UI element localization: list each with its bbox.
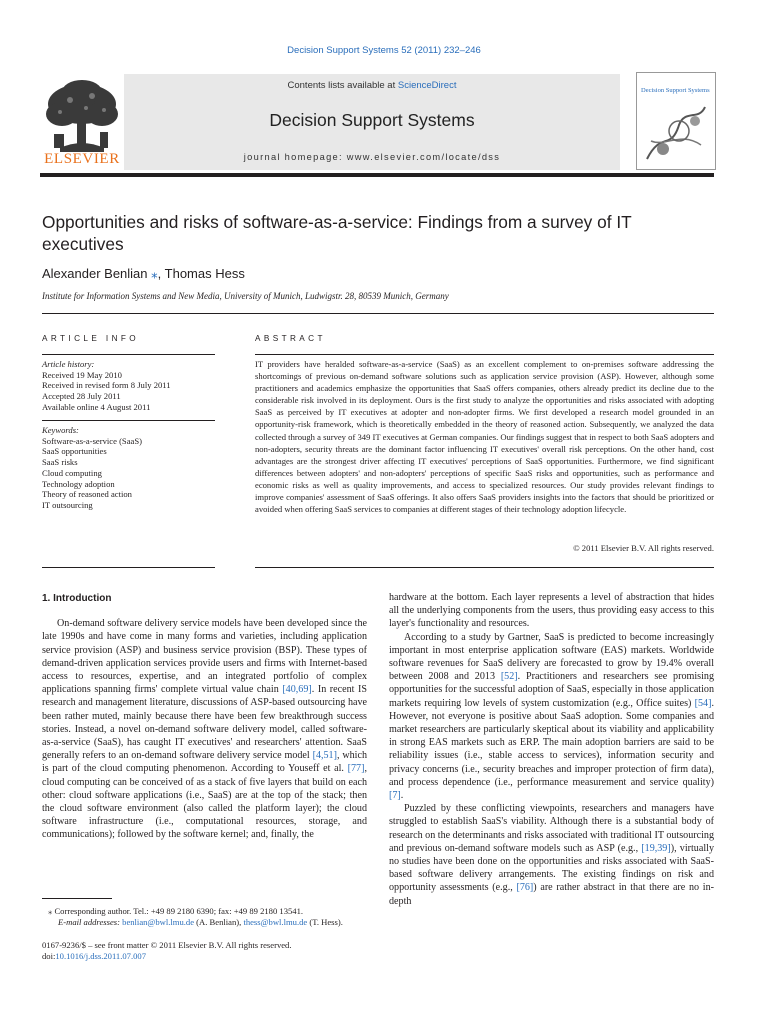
section-title-introduction: 1. Introduction (42, 593, 112, 604)
article-info-rule (42, 354, 215, 355)
keyword: Theory of reasoned action (42, 489, 132, 500)
abstract-text: IT providers have heralded software-as-a-service (SaaS) as an excellent complement to on-premises software addressing the shortcomings of previous on-demand software solutions such as application service provision (ASP). However, although some practitioners and academics emphasize the opportunities that SaaS offers companies, others already predict its decline due to the considerable risk involved in its deployment. Ours is the first study to analyze the opportunities and risks associated with adopting SaaS as perceived by IT executives at adopter and non-adopter firms. We first developed a research model grounded in an opportunity-risk framework, which is theoretically embedded in the theory of reasoned action. Subsequently, we analyzed the data collected through a survey of 349 IT executives at German companies. Our findings suggest that in respect to both SaaS adopters and non-adopters, security threats are the dominant factor influencing IT executives' overall risk perceptions. On the other hand, cost advantages are the strongest driver affecting IT executives' perceptions of SaaS opportunities. Furthermore, we find significant differences between adopters' and non-adopters' perceptions of specific SaaS risks and opportunities, such as performance and economic risks as well as quality improvements, and access to specialized resources. Our study provides relevant findings to improve companies' assessment of SaaS offerings. It also offers SaaS providers insights into the factors that should be prioritized or avoided when offering SaaS services to companies at different stages of their technology adoption lifecycle. (255, 359, 714, 515)
author-hess: , Thomas Hess (157, 266, 245, 281)
authors (42, 266, 245, 282)
journal-reference[interactable]: Decision Support Systems 52 (2011) 232–246 (287, 45, 481, 56)
citation-link[interactable]: [54] (694, 697, 712, 709)
intro-paragraph: Puzzled by these conflicting viewpoints, researchers and managers have struggled to establish SaaS's viability. Although there is a substantial body of research on the determinants and risks associated with traditional IT outsourcing and previous on-demand software models such as ASP (e.g., [19,39]), virtually no studies have been done on the opportunities and risks associated with SaaS-based software delivery arrangements. The existing findings on risk and opportunity assessments (e.g., [76]) are rather abstract in that there are no in-depth (389, 803, 714, 907)
keyword: SaaS opportunities (42, 446, 107, 457)
citation-link[interactable]: [7] (389, 790, 401, 802)
issn-line: 0167-9236/$ – see front matter © 2011 Elsevier B.V. All rights reserved. (42, 940, 292, 950)
keyword: Cloud computing (42, 467, 102, 478)
citation-link[interactable]: [77] (347, 763, 365, 775)
article-history (42, 359, 222, 413)
citation-link[interactable]: [76] (516, 882, 534, 894)
abstract-copyright: © 2011 Elsevier B.V. All rights reserved. (573, 543, 714, 553)
article-info-heading: ARTICLE INFO (42, 334, 140, 343)
info-bottom-rule (42, 567, 215, 568)
abstract-rule (255, 354, 714, 355)
doi-link[interactable]: 10.1016/j.dss.2011.07.007 (55, 951, 147, 962)
header-rule (40, 173, 714, 177)
footnote-rule (42, 898, 112, 899)
email-link-benlian[interactable]: benlian@bwl.lmu.de (122, 917, 195, 928)
intro-right-column (389, 591, 714, 908)
history-online: Available online 4 August 2011 (42, 401, 151, 412)
cover-title: Decision Support Systems (641, 87, 710, 94)
history-revised: Received in revised form 8 July 2011 (42, 380, 171, 391)
intro-paragraph: According to a study by Gartner, SaaS is predicted to become increasingly important in most enterprise application software (EAS) markets. Worldwide software revenues for SaaS delivery are forecasted to grow by 19.4% overall between 2008 and 2013 [52]. Practitioners and researchers see promising opportunities for the successful adoption of SaaS, especially in those application markets requiring low levels of system customization (e.g., Office suites) [54]. However, not everyone is positive about SaaS adoption. Some companies and market researchers are particularly skeptical about its viability and applicability in strong EAS markets such as ERP. The main adoption barriers are said to be reliability issues (i.e., stable access to services), information security and privacy concerns (i.e., security breaches and improper protection of firm data), and process dependence (i.e., performance measurement and service quality) [7]. (389, 631, 714, 802)
intro-paragraph: hardware at the bottom. Each layer represents a level of abstraction that hides all the underlying components from the users, thus providing easy access to this layer's functionality and resources. (389, 592, 714, 630)
keywords (42, 425, 222, 511)
keywords-label: Keywords: (42, 425, 79, 435)
article-title: Opportunities and risks of software-as-a-service: Findings from a survey of IT executives (42, 212, 632, 254)
citation-link[interactable]: [19,39] (641, 842, 671, 854)
sciencedirect-link[interactable]: ScienceDirect (397, 80, 457, 91)
citation-link[interactable]: [4,51] (312, 750, 337, 762)
footnote-mark: ⁎ (48, 906, 53, 916)
email-label: E-mail addresses: (58, 917, 120, 928)
history-accepted: Accepted 28 July 2011 (42, 391, 121, 402)
keyword: Software-as-a-service (SaaS) (42, 435, 142, 446)
abstract-bottom-rule (255, 567, 714, 568)
intro-left-column (42, 592, 367, 842)
cover-illustration (641, 101, 711, 165)
journal-cover (636, 72, 716, 170)
journal-homepage[interactable]: journal homepage: www.elsevier.com/locate/dss (243, 152, 501, 162)
keyword: Technology adoption (42, 478, 115, 489)
doi-label: doi: (42, 951, 56, 962)
affiliation: Institute for Information Systems and New Media, University of Munich, Ludwigstr. 28, 80539 Munich, Germany (42, 291, 449, 301)
keyword: IT outsourcing (42, 499, 93, 510)
history-received: Received 19 May 2010 (42, 369, 122, 380)
citation-link[interactable]: [40,69] (282, 684, 312, 696)
citation-link[interactable]: [52] (500, 671, 518, 683)
abstract-heading: ABSTRACT (255, 334, 326, 343)
journal-title: Decision Support Systems (269, 110, 475, 130)
author-benlian: Alexander Benlian (42, 266, 148, 281)
elsevier-wordmark: ELSEVIER (44, 151, 120, 167)
corresponding-author-note: Corresponding author. Tel.: +49 89 2180 6390; fax: +49 89 2180 13541. (54, 906, 304, 916)
corresponding-author-mark[interactable]: ⁎ (151, 266, 158, 281)
intro-paragraph: On-demand software delivery service models have been developed since the late 1990s and have come in many forms and varieties, including application service provision (ASP) and business service provision (BSP). These types of demand-driven application services provide users and firms with Internet-based access to resources, expertise, and an integrated portfolio of complex applications spanning firms' complete virtual value chain [40,69]. In recent IS research and management literature, discussions of ASP-based outsourcing have been rather muted, mainly because there have been few breakthrough success stories. Instead, a novel on-demand software delivery model, called software-as-a-service (SaaS), has caught IT executives' and researchers' attention. SaaS generally refers to an on-demand software delivery service model [4,51], which is part of the cloud computing phenomenon. According to Youseff et al. [77], cloud computing can be conceived of as a stack of five layers that build on each other: cloud software applications (i.e., SaaS) are at the top of the stack; then the cloud software environment (also called the platform layer); the cloud software infrastructure (i.e., computational resources, storage, and communications); followed by the software kernel; and, finally, the (42, 618, 368, 841)
keyword: SaaS risks (42, 457, 78, 468)
footnote: ⁎ Corresponding author. Tel.: +49 89 2180 6390; fax: +49 89 2180 13541. E-mail addresses: benlian@bwl.lmu.de (A. Benlian), thess@bwl.lmu.de (T. Hess). (48, 906, 343, 928)
history-label: Article history: (42, 359, 95, 369)
front-matter-info (42, 940, 292, 962)
email-link-hess[interactable]: thess@bwl.lmu.de (243, 917, 308, 928)
history-rule (42, 420, 215, 421)
contents-line (124, 80, 620, 91)
title-rule (42, 313, 714, 314)
contents-prefix: Contents lists available at (287, 80, 398, 91)
